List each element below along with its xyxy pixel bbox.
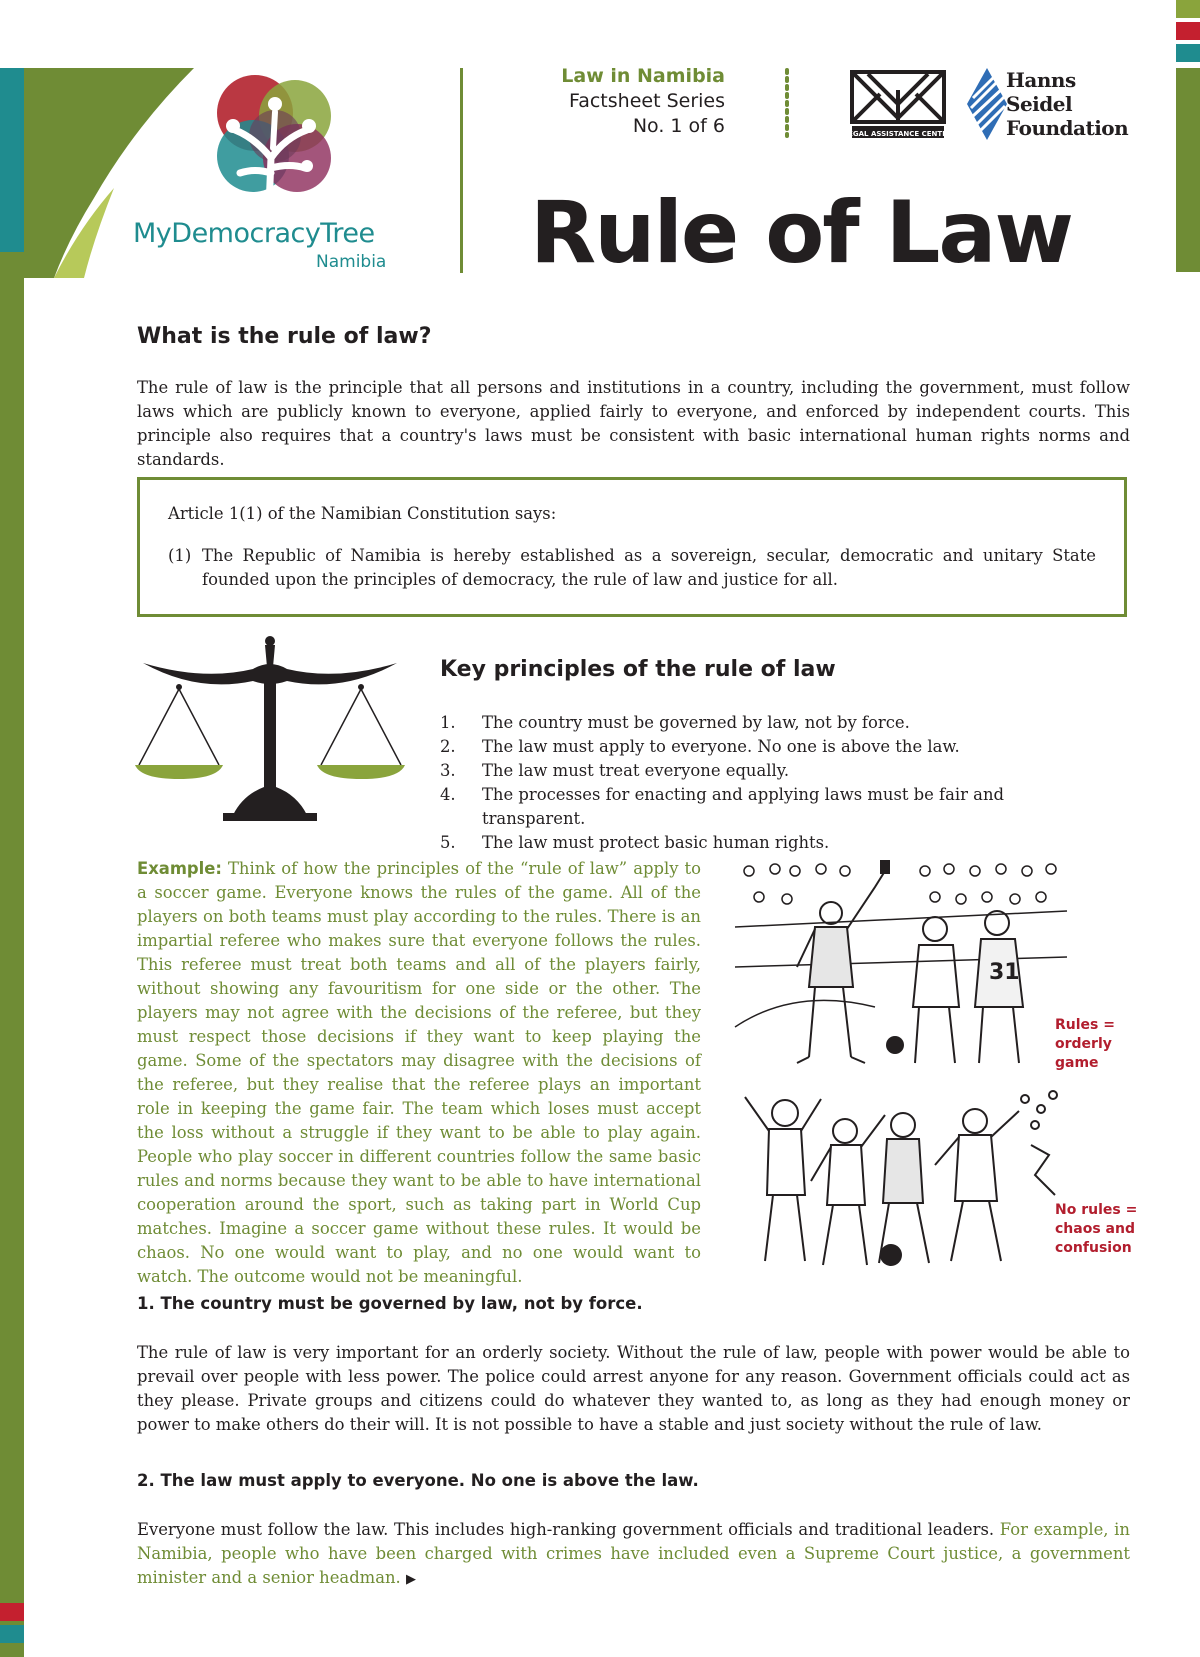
left-bar-green — [0, 252, 24, 1657]
left-bottom-mark-teal — [0, 1625, 24, 1643]
principle-item: 3. The law must treat everyone equally. — [440, 761, 790, 780]
scales-of-justice-icon — [133, 637, 413, 827]
right-bar-green-long — [1176, 68, 1200, 272]
principle-item: 4. The processes for enacting and applying laws must be fair and transparent. — [440, 785, 1005, 828]
constitution-article-box — [137, 477, 1127, 617]
series-block — [480, 64, 725, 139]
principle-item: 5. The law must protect basic human rights. — [440, 833, 830, 852]
series-line2: Factsheet Series — [569, 90, 725, 112]
democracy-tree-logo — [195, 68, 355, 218]
principles-heading: Key principles of the rule of law — [440, 657, 836, 682]
right-bar-teal — [1176, 44, 1200, 62]
left-bottom-mark-red — [0, 1603, 24, 1621]
example-label: Example: — [137, 859, 222, 878]
logo-subtitle: Namibia — [316, 252, 387, 272]
intro-text: The rule of law is the principle that all persons and institutions in a country, including the government, must follow laws which are publicly known to everyone, applied fairly to everyone, and enforced by independent courts. This principle also requires that a country's laws must be consistent with basic international human rights norms and standards. — [137, 378, 1130, 469]
principles-list — [440, 711, 1100, 855]
series-name: Law in Namibia — [561, 65, 725, 87]
principle-item: 1. The country must be governed by law, not by force. — [440, 713, 910, 732]
article-text: The Republic of Namibia is hereby established as a sovereign, secular, democratic and unitary State founded upon the principles of democracy, the rule of law and justice for all. — [202, 546, 1096, 589]
section1-heading: 1. The country must be governed by law, not by force. — [137, 1294, 643, 1313]
lac-logo — [843, 70, 953, 140]
left-bar-teal — [0, 68, 24, 252]
example-paragraph — [137, 857, 701, 1289]
right-bar-red — [1176, 22, 1200, 40]
principle-item: 2. The law must apply to everyone. No one is above the law. — [440, 737, 960, 756]
hsf-logo-mark — [965, 68, 1009, 140]
chaos-game-illustration — [735, 1085, 1067, 1275]
logo-name: MyDemocracyTree — [133, 218, 375, 249]
section2-paragraph — [137, 1518, 1130, 1592]
hsf-line1: Hanns — [1006, 68, 1076, 92]
header-divider — [460, 68, 463, 273]
article-number: (1) — [168, 546, 192, 565]
dotted-divider — [783, 68, 791, 138]
right-bar-green — [1176, 0, 1200, 18]
section2-example: For example, in Namibia, people who have been charged with crimes have included even a Supreme Court justice, a government minister and a senior headman. — [137, 1520, 1130, 1587]
section2-text: Everyone must follow the law. This includes high-ranking government officials and traditional leaders. — [137, 1520, 995, 1539]
hsf-line3: Foundation — [1006, 116, 1129, 140]
continue-arrow-icon: ▶ — [405, 1572, 416, 1587]
caption-orderly-game: Rules = orderly game — [1055, 1017, 1115, 1071]
jersey-number: 31 — [989, 960, 1020, 985]
section2-heading: 2. The law must apply to everyone. No one is above the law. — [137, 1471, 699, 1490]
article-lead: Article 1(1) of the Namibian Constitution says: — [168, 504, 557, 523]
intro-heading: What is the rule of law? — [137, 324, 432, 349]
page-title: Rule of Law — [530, 183, 1072, 283]
caption-chaos: No rules = chaos and confusion — [1055, 1202, 1138, 1256]
example-text: Think of how the principles of the “rule of law” apply to a soccer game. Everyone knows the rules of the game. All of the players on both teams must play according to the rules. There is an impartial referee who makes sure that everyone follows the rules. This referee must treat both teams and all of the players fairly, without showing any favouritism for one side or the other. The players may not agree with the decisions of the referee, but they must respect those decisions if they want to keep playing the game. Some of the spectators may disagree with the decisions of the referee, but they realise that the referee plays an important role in keeping the game fair. The team which loses must accept the loss without a struggle if they want to be able to play again. People who play soccer in different countries follow the same basic rules and norms because they want to be able to have international cooperation around the sport, such as taking part in World Cup matches. Imagine a soccer game without these rules. It would be chaos. No one would want to play, and no one would want to watch. The outcome would not be meaningful. — [137, 859, 701, 1286]
series-line3: No. 1 of 6 — [632, 115, 725, 137]
orderly-game-illustration — [735, 857, 1067, 1073]
lac-label: LEGAL ASSISTANCE CENTRE — [843, 130, 953, 138]
section1-text: The rule of law is very important for an orderly society. Without the rule of law, people with power would be able to prevail over people with less power. The police could arrest anyone for any reason. Government officials could act as they please. Private groups and citizens could do whatever they wanted to, as long as they had enough money or power to make others do their will. It is not possible to have a stable and just society without the rule of law. — [137, 1343, 1130, 1434]
hsf-line2: Seidel — [1006, 92, 1073, 116]
hsf-name — [1006, 68, 1128, 140]
